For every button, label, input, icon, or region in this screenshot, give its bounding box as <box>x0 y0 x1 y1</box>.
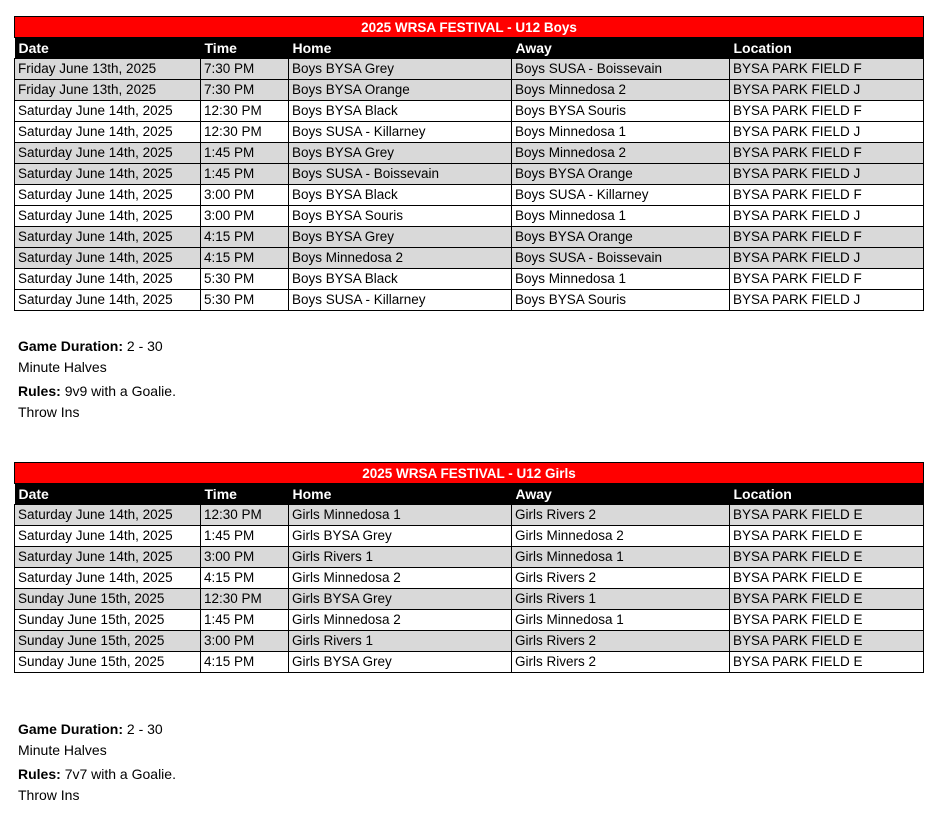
away-team-cell: Boys SUSA - Boissevain <box>512 59 730 80</box>
table-row <box>15 164 924 185</box>
time-cell: 12:30 PM <box>201 122 289 143</box>
game-duration-line <box>18 719 176 740</box>
away-team-cell: Boys BYSA Orange <box>512 164 730 185</box>
time-cell: 1:45 PM <box>201 610 289 631</box>
location-cell: BYSA PARK FIELD F <box>730 143 924 164</box>
location-cell: BYSA PARK FIELD E <box>730 526 924 547</box>
rules-cont: Throw Ins <box>18 787 80 803</box>
table-header-row <box>15 484 924 505</box>
home-team-cell: Boys BYSA Grey <box>289 227 512 248</box>
table-row <box>15 59 924 80</box>
date-cell: Saturday June 14th, 2025 <box>15 122 201 143</box>
location-cell: BYSA PARK FIELD J <box>730 122 924 143</box>
column-header-location: Location <box>730 38 924 59</box>
home-team-cell: Girls Rivers 1 <box>289 631 512 652</box>
date-cell: Saturday June 14th, 2025 <box>15 526 201 547</box>
rules-value: 9v9 with a Goalie. <box>64 383 176 399</box>
home-team-cell: Boys SUSA - Killarney <box>289 290 512 311</box>
time-cell: 1:45 PM <box>201 143 289 164</box>
time-cell: 12:30 PM <box>201 505 289 526</box>
boys-game-notes <box>18 336 176 423</box>
rules-cont: Throw Ins <box>18 404 80 420</box>
time-cell: 3:00 PM <box>201 631 289 652</box>
date-cell: Saturday June 14th, 2025 <box>15 227 201 248</box>
date-cell: Saturday June 14th, 2025 <box>15 101 201 122</box>
away-team-cell: Girls Minnedosa 1 <box>512 547 730 568</box>
away-team-cell: Girls Rivers 1 <box>512 589 730 610</box>
time-cell: 4:15 PM <box>201 227 289 248</box>
game-duration-value: 2 - 30 <box>126 338 163 354</box>
location-cell: BYSA PARK FIELD E <box>730 505 924 526</box>
time-cell: 5:30 PM <box>201 269 289 290</box>
home-team-cell: Boys BYSA Grey <box>289 59 512 80</box>
boys-schedule-table <box>14 16 924 311</box>
date-cell: Sunday June 15th, 2025 <box>15 589 201 610</box>
away-team-cell: Boys Minnedosa 2 <box>512 143 730 164</box>
home-team-cell: Girls BYSA Grey <box>289 526 512 547</box>
location-cell: BYSA PARK FIELD E <box>730 547 924 568</box>
home-team-cell: Boys SUSA - Killarney <box>289 122 512 143</box>
location-cell: BYSA PARK FIELD F <box>730 59 924 80</box>
away-team-cell: Girls Rivers 2 <box>512 568 730 589</box>
away-team-cell: Boys BYSA Orange <box>512 227 730 248</box>
table-title: 2025 WRSA FESTIVAL - U12 Boys <box>15 17 924 38</box>
date-cell: Saturday June 14th, 2025 <box>15 568 201 589</box>
date-cell: Saturday June 14th, 2025 <box>15 505 201 526</box>
away-team-cell: Boys SUSA - Killarney <box>512 185 730 206</box>
away-team-cell: Girls Rivers 2 <box>512 652 730 673</box>
home-team-cell: Boys Minnedosa 2 <box>289 248 512 269</box>
time-cell: 4:15 PM <box>201 248 289 269</box>
location-cell: BYSA PARK FIELD F <box>730 185 924 206</box>
table-row <box>15 547 924 568</box>
table-row <box>15 568 924 589</box>
time-cell: 3:00 PM <box>201 547 289 568</box>
home-team-cell: Boys SUSA - Boissevain <box>289 164 512 185</box>
time-cell: 7:30 PM <box>201 80 289 101</box>
time-cell: 3:00 PM <box>201 206 289 227</box>
home-team-cell: Girls Minnedosa 1 <box>289 505 512 526</box>
away-team-cell: Girls Minnedosa 1 <box>512 610 730 631</box>
location-cell: BYSA PARK FIELD F <box>730 269 924 290</box>
time-cell: 3:00 PM <box>201 185 289 206</box>
time-cell: 5:30 PM <box>201 290 289 311</box>
away-team-cell: Boys Minnedosa 1 <box>512 122 730 143</box>
column-header-home: Home <box>289 484 512 505</box>
table-row <box>15 652 924 673</box>
table-row <box>15 143 924 164</box>
away-team-cell: Boys BYSA Souris <box>512 290 730 311</box>
away-team-cell: Boys SUSA - Boissevain <box>512 248 730 269</box>
column-header-date: Date <box>15 38 201 59</box>
rules-label: Rules: <box>18 383 61 399</box>
column-header-home: Home <box>289 38 512 59</box>
date-cell: Saturday June 14th, 2025 <box>15 547 201 568</box>
table-row <box>15 290 924 311</box>
location-cell: BYSA PARK FIELD J <box>730 290 924 311</box>
date-cell: Sunday June 15th, 2025 <box>15 610 201 631</box>
table-row <box>15 227 924 248</box>
table-title-row <box>15 17 924 38</box>
date-cell: Sunday June 15th, 2025 <box>15 631 201 652</box>
game-duration-value: 2 - 30 <box>126 721 163 737</box>
date-cell: Friday June 13th, 2025 <box>15 59 201 80</box>
game-duration-cont: Minute Halves <box>18 742 107 758</box>
location-cell: BYSA PARK FIELD J <box>730 206 924 227</box>
time-cell: 7:30 PM <box>201 59 289 80</box>
date-cell: Saturday June 14th, 2025 <box>15 143 201 164</box>
location-cell: BYSA PARK FIELD J <box>730 80 924 101</box>
date-cell: Saturday June 14th, 2025 <box>15 248 201 269</box>
location-cell: BYSA PARK FIELD E <box>730 610 924 631</box>
location-cell: BYSA PARK FIELD E <box>730 631 924 652</box>
away-team-cell: Girls Rivers 2 <box>512 505 730 526</box>
away-team-cell: Girls Minnedosa 2 <box>512 526 730 547</box>
away-team-cell: Boys Minnedosa 2 <box>512 80 730 101</box>
girls-schedule-table <box>14 462 924 673</box>
table-row <box>15 248 924 269</box>
home-team-cell: Girls BYSA Grey <box>289 652 512 673</box>
girls-game-notes <box>18 719 176 806</box>
location-cell: BYSA PARK FIELD E <box>730 589 924 610</box>
location-cell: BYSA PARK FIELD J <box>730 248 924 269</box>
rules-line <box>18 381 176 402</box>
home-team-cell: Boys BYSA Black <box>289 185 512 206</box>
time-cell: 12:30 PM <box>201 589 289 610</box>
away-team-cell: Boys Minnedosa 1 <box>512 269 730 290</box>
column-header-location: Location <box>730 484 924 505</box>
table-row <box>15 122 924 143</box>
away-team-cell: Girls Rivers 2 <box>512 631 730 652</box>
time-cell: 4:15 PM <box>201 568 289 589</box>
date-cell: Saturday June 14th, 2025 <box>15 185 201 206</box>
table-title-row <box>15 463 924 484</box>
date-cell: Saturday June 14th, 2025 <box>15 269 201 290</box>
table-row <box>15 610 924 631</box>
table-row <box>15 505 924 526</box>
table-row <box>15 631 924 652</box>
rules-value: 7v7 with a Goalie. <box>64 766 176 782</box>
table-row <box>15 185 924 206</box>
time-cell: 1:45 PM <box>201 164 289 185</box>
home-team-cell: Girls BYSA Grey <box>289 589 512 610</box>
date-cell: Sunday June 15th, 2025 <box>15 652 201 673</box>
column-header-away: Away <box>512 484 730 505</box>
away-team-cell: Boys Minnedosa 1 <box>512 206 730 227</box>
home-team-cell: Boys BYSA Black <box>289 101 512 122</box>
location-cell: BYSA PARK FIELD F <box>730 101 924 122</box>
time-cell: 4:15 PM <box>201 652 289 673</box>
away-team-cell: Boys BYSA Souris <box>512 101 730 122</box>
table-row <box>15 101 924 122</box>
home-team-cell: Boys BYSA Black <box>289 269 512 290</box>
time-cell: 12:30 PM <box>201 101 289 122</box>
location-cell: BYSA PARK FIELD J <box>730 164 924 185</box>
home-team-cell: Boys BYSA Souris <box>289 206 512 227</box>
table-row <box>15 589 924 610</box>
table-row <box>15 526 924 547</box>
column-header-date: Date <box>15 484 201 505</box>
table-title: 2025 WRSA FESTIVAL - U12 Girls <box>15 463 924 484</box>
date-cell: Saturday June 14th, 2025 <box>15 290 201 311</box>
date-cell: Friday June 13th, 2025 <box>15 80 201 101</box>
rules-line <box>18 764 176 785</box>
location-cell: BYSA PARK FIELD E <box>730 652 924 673</box>
column-header-time: Time <box>201 484 289 505</box>
table-header-row <box>15 38 924 59</box>
table-row <box>15 206 924 227</box>
home-team-cell: Boys BYSA Grey <box>289 143 512 164</box>
rules-label: Rules: <box>18 766 61 782</box>
game-duration-label: Game Duration: <box>18 721 124 737</box>
table-row <box>15 269 924 290</box>
location-cell: BYSA PARK FIELD F <box>730 227 924 248</box>
column-header-time: Time <box>201 38 289 59</box>
date-cell: Saturday June 14th, 2025 <box>15 206 201 227</box>
game-duration-cont: Minute Halves <box>18 359 107 375</box>
game-duration-label: Game Duration: <box>18 338 124 354</box>
game-duration-line <box>18 336 176 357</box>
column-header-away: Away <box>512 38 730 59</box>
home-team-cell: Boys BYSA Orange <box>289 80 512 101</box>
time-cell: 1:45 PM <box>201 526 289 547</box>
home-team-cell: Girls Minnedosa 2 <box>289 568 512 589</box>
table-row <box>15 80 924 101</box>
home-team-cell: Girls Rivers 1 <box>289 547 512 568</box>
location-cell: BYSA PARK FIELD E <box>730 568 924 589</box>
date-cell: Saturday June 14th, 2025 <box>15 164 201 185</box>
home-team-cell: Girls Minnedosa 2 <box>289 610 512 631</box>
